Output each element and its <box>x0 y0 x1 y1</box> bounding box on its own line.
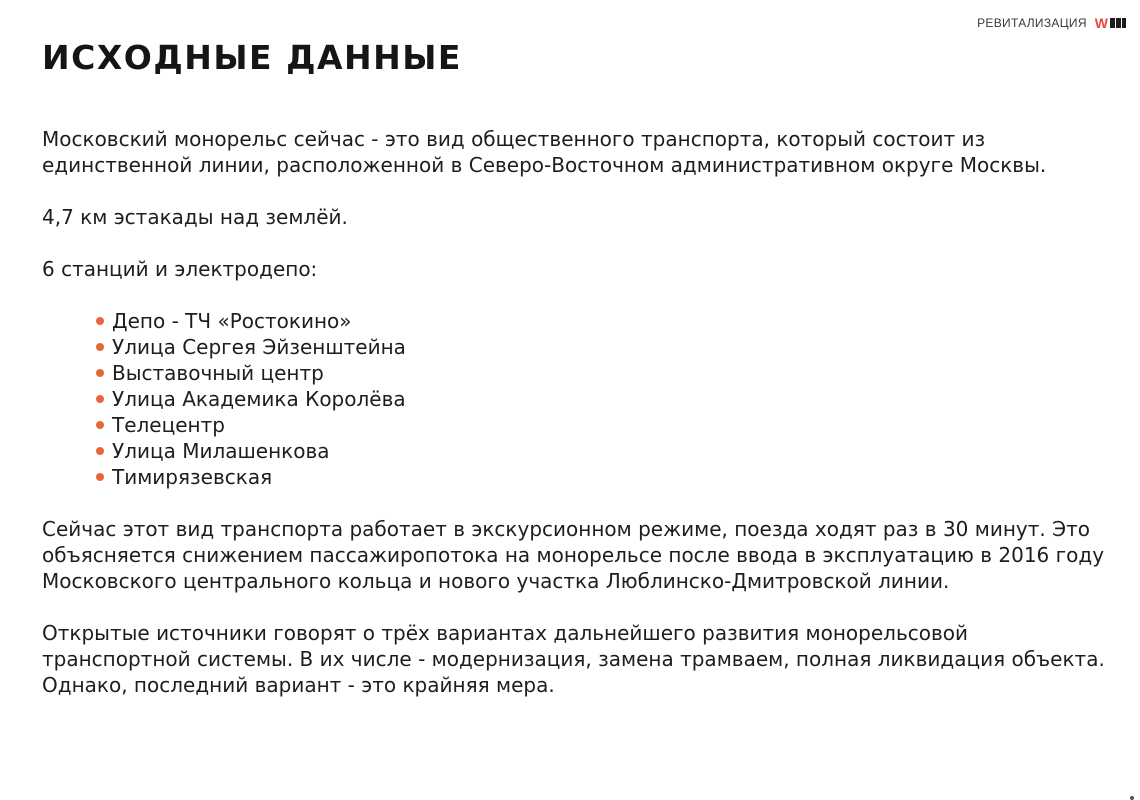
station-name: Улица Академика Королёва <box>112 387 406 411</box>
station-name: Выставочный центр <box>112 361 324 385</box>
bullet-icon <box>96 421 104 429</box>
bullet-icon <box>96 369 104 377</box>
list-item <box>96 334 1122 360</box>
mode-paragraph: Сейчас этот вид транспорта работает в экскурсионном режиме, поезда ходят раз в 30 минут. Это объясняется снижением пассажиропотока на монорельсе после ввода в эксплуатацию в 2016 году Московского центрального кольца и нового участка Люблинско-Дмитровской линии. <box>42 517 1105 593</box>
stations-intro-paragraph: 6 станций и электродепо: <box>42 257 318 281</box>
bullet-icon <box>96 395 104 403</box>
future-paragraph: Открытые источники говорят о трёх вариантах дальнейшего развития монорельсовой транспортной системы. В их числе - модернизация, замена трамваем, полная ликвидация объекта. Однако, последний вариант - это крайняя мера. <box>42 621 1105 697</box>
bullet-icon <box>96 317 104 325</box>
brand-logo <box>1095 16 1126 30</box>
station-name: Улица Милашенкова <box>112 439 330 463</box>
station-name: Улица Сергея Эйзенштейна <box>112 335 406 359</box>
content-body <box>42 126 1122 724</box>
station-name: Депо - ТЧ «Ростокино» <box>112 309 352 333</box>
list-item <box>96 412 1122 438</box>
list-item <box>96 308 1122 334</box>
bullet-icon <box>96 447 104 455</box>
intro-paragraph: Московский монорельс сейчас - это вид общественного транспорта, который состоит из единственной линии, расположенной в Северо-Восточном административном округе Москвы. <box>42 127 1047 177</box>
corner-dot-icon <box>1130 796 1134 800</box>
logo-mark-icon <box>1110 18 1126 28</box>
list-item <box>96 438 1122 464</box>
station-name: Телецентр <box>112 413 225 437</box>
list-item <box>96 464 1122 490</box>
stations-list <box>96 308 1122 490</box>
bullet-icon <box>96 343 104 351</box>
logo-letter: W <box>1094 15 1108 31</box>
bullet-icon <box>96 473 104 481</box>
station-name: Тимирязевская <box>112 465 273 489</box>
page-header <box>977 16 1126 30</box>
section-label: РЕВИТАЛИЗАЦИЯ <box>977 16 1087 30</box>
length-paragraph: 4,7 км эстакады над землёй. <box>42 205 348 229</box>
list-item <box>96 386 1122 412</box>
list-item <box>96 360 1122 386</box>
page-title: ИСХОДНЫЕ ДАННЫЕ <box>42 38 462 77</box>
